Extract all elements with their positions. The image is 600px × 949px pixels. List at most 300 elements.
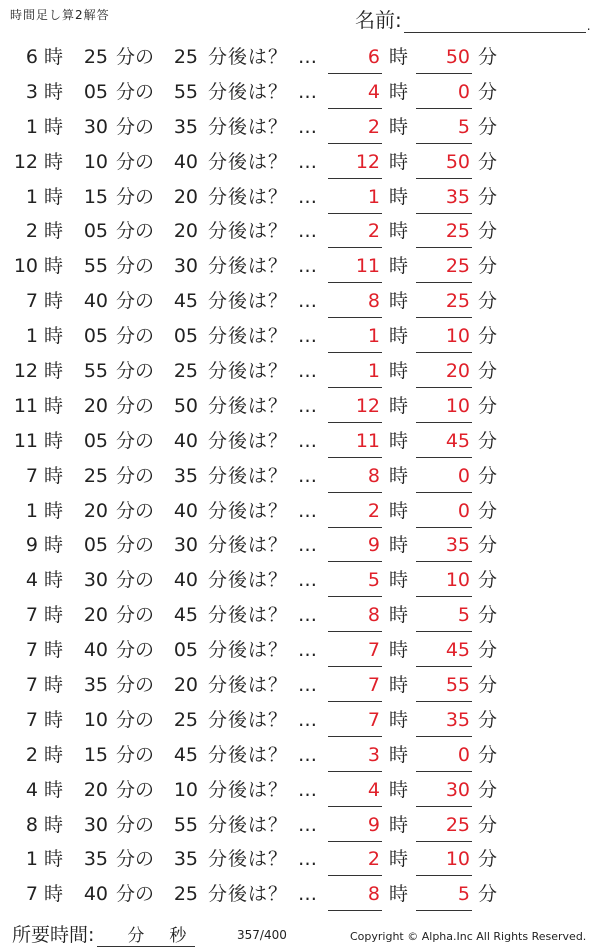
added-minutes: 30 <box>173 534 198 557</box>
start-minute: 55 <box>83 255 108 278</box>
question-label: 分後は？ <box>208 813 289 836</box>
ellipsis: … <box>298 848 317 871</box>
problem-row <box>0 738 600 773</box>
answer-minute-label: 分 <box>478 848 498 871</box>
question-label: 分後は？ <box>208 46 289 68</box>
answer-hour-label: 時 <box>389 674 409 697</box>
question-label: 分後は？ <box>208 708 289 731</box>
problem-row <box>0 877 600 912</box>
question-label: 分後は？ <box>208 674 289 697</box>
minutes-of-label: 分の <box>116 255 155 278</box>
answer-minute: 0 <box>416 743 472 772</box>
problem-row <box>0 284 600 319</box>
question-label: 分後は？ <box>208 220 289 243</box>
answer-hour-label: 時 <box>389 394 409 417</box>
answer-hour: 8 <box>328 603 382 632</box>
answer-minute-label: 分 <box>478 80 498 103</box>
ellipsis: … <box>298 743 317 766</box>
ellipsis: … <box>298 708 317 731</box>
problem-row <box>0 494 600 529</box>
start-minute: 05 <box>83 325 108 348</box>
start-hour: 10 <box>13 255 38 278</box>
added-minutes: 45 <box>173 604 198 627</box>
answer-minute: 10 <box>416 394 472 423</box>
answer-minute-label: 分 <box>478 325 498 348</box>
hour-label: 時 <box>44 290 64 313</box>
answer-hour-label: 時 <box>389 255 409 278</box>
answer-hour-label: 時 <box>389 639 409 662</box>
answer-minute: 0 <box>416 464 472 493</box>
start-hour: 12 <box>13 150 38 173</box>
answer-hour-label: 時 <box>389 290 409 313</box>
added-minutes: 25 <box>173 360 198 383</box>
start-minute: 40 <box>83 290 108 313</box>
hour-label: 時 <box>44 115 64 138</box>
answer-hour-label: 時 <box>389 429 409 452</box>
answer-minute: 0 <box>416 80 472 109</box>
answer-minute-label: 分 <box>478 464 498 487</box>
problem-row <box>0 40 600 75</box>
answer-hour-label: 時 <box>389 604 409 627</box>
answer-minute: 10 <box>416 847 472 876</box>
ellipsis: … <box>298 150 317 173</box>
start-minute: 05 <box>83 220 108 243</box>
start-hour: 2 <box>25 743 38 766</box>
question-label: 分後は？ <box>208 290 289 313</box>
start-hour: 1 <box>25 185 38 208</box>
answer-minute-label: 分 <box>478 639 498 662</box>
answer-hour: 7 <box>328 638 382 667</box>
hour-label: 時 <box>44 813 64 836</box>
answer-hour-label: 時 <box>389 883 409 906</box>
start-hour: 4 <box>25 569 38 592</box>
added-minutes: 05 <box>173 639 198 662</box>
start-minute: 05 <box>83 429 108 452</box>
answer-minute-label: 分 <box>478 883 498 906</box>
ellipsis: … <box>298 674 317 697</box>
answer-minute-label: 分 <box>478 569 498 592</box>
ellipsis: … <box>298 429 317 452</box>
answer-minute-label: 分 <box>478 534 498 557</box>
answer-hour-label: 時 <box>389 708 409 731</box>
start-minute: 05 <box>83 534 108 557</box>
problem-row <box>0 424 600 459</box>
answer-hour-label: 時 <box>389 569 409 592</box>
question-label: 分後は？ <box>208 150 289 173</box>
answer-hour: 11 <box>328 254 382 283</box>
answer-hour: 4 <box>328 80 382 109</box>
start-hour: 8 <box>25 813 38 836</box>
answer-hour-label: 時 <box>389 778 409 801</box>
problem-row <box>0 842 600 877</box>
answer-minute-label: 分 <box>478 290 498 313</box>
minutes-of-label: 分の <box>116 80 155 103</box>
start-minute: 10 <box>83 708 108 731</box>
answer-hour-label: 時 <box>389 115 409 138</box>
start-minute: 25 <box>83 464 108 487</box>
problem-row <box>0 773 600 808</box>
answer-hour: 2 <box>328 219 382 248</box>
answer-hour-label: 時 <box>389 185 409 208</box>
start-minute: 25 <box>83 46 108 68</box>
problem-row <box>0 110 600 145</box>
start-hour: 11 <box>13 429 38 452</box>
start-minute: 20 <box>83 604 108 627</box>
question-label: 分後は？ <box>208 848 289 871</box>
answer-hour-label: 時 <box>389 534 409 557</box>
start-hour: 7 <box>25 674 38 697</box>
answer-hour: 7 <box>328 673 382 702</box>
minutes-of-label: 分の <box>116 534 155 557</box>
minutes-of-label: 分の <box>116 150 155 173</box>
answer-hour-label: 時 <box>389 150 409 173</box>
start-hour: 3 <box>25 80 38 103</box>
copyright: Copyright © Alpha.Inc All Rights Reserved. <box>350 930 587 943</box>
worksheet-title: 時間足し算2解答 <box>10 8 110 22</box>
answer-hour: 12 <box>328 150 382 179</box>
added-minutes: 10 <box>173 778 198 801</box>
question-label: 分後は？ <box>208 394 289 417</box>
answer-hour-label: 時 <box>389 46 409 68</box>
question-label: 分後は？ <box>208 255 289 278</box>
start-minute: 35 <box>83 848 108 871</box>
hour-label: 時 <box>44 325 64 348</box>
answer-minute: 10 <box>416 324 472 353</box>
hour-label: 時 <box>44 848 64 871</box>
added-minutes: 45 <box>173 290 198 313</box>
answer-minute: 30 <box>416 778 472 807</box>
question-label: 分後は？ <box>208 639 289 662</box>
question-label: 分後は？ <box>208 778 289 801</box>
ellipsis: … <box>298 569 317 592</box>
ellipsis: … <box>298 80 317 103</box>
ellipsis: … <box>298 639 317 662</box>
start-hour: 7 <box>25 290 38 313</box>
start-minute: 10 <box>83 150 108 173</box>
start-hour: 7 <box>25 639 38 662</box>
answer-minute: 0 <box>416 499 472 528</box>
added-minutes: 35 <box>173 848 198 871</box>
answer-minute: 20 <box>416 359 472 388</box>
added-minutes: 05 <box>173 325 198 348</box>
start-hour: 7 <box>25 883 38 906</box>
minutes-of-label: 分の <box>116 46 155 68</box>
answer-minute-label: 分 <box>478 150 498 173</box>
hour-label: 時 <box>44 360 64 383</box>
answer-minute: 35 <box>416 185 472 214</box>
added-minutes: 20 <box>173 185 198 208</box>
answer-hour: 2 <box>328 115 382 144</box>
minutes-of-label: 分の <box>116 464 155 487</box>
answer-minute: 50 <box>416 150 472 179</box>
answer-hour: 9 <box>328 813 382 842</box>
minutes-of-label: 分の <box>116 883 155 906</box>
answer-minute-label: 分 <box>478 708 498 731</box>
minutes-of-label: 分の <box>116 674 155 697</box>
question-label: 分後は？ <box>208 534 289 557</box>
required-time-label: 所要時間: <box>12 924 95 946</box>
start-hour: 1 <box>25 499 38 522</box>
added-minutes: 55 <box>173 813 198 836</box>
start-minute: 40 <box>83 883 108 906</box>
minutes-of-label: 分の <box>116 499 155 522</box>
problem-row <box>0 703 600 738</box>
start-minute: 55 <box>83 360 108 383</box>
start-minute: 20 <box>83 778 108 801</box>
name-end-dot: . <box>586 19 591 33</box>
answer-hour: 1 <box>328 359 382 388</box>
problem-row <box>0 249 600 284</box>
start-hour: 7 <box>25 708 38 731</box>
ellipsis: … <box>298 464 317 487</box>
minutes-of-label: 分の <box>116 290 155 313</box>
hour-label: 時 <box>44 674 64 697</box>
added-minutes: 40 <box>173 150 198 173</box>
hour-label: 時 <box>44 80 64 103</box>
hour-label: 時 <box>44 534 64 557</box>
ellipsis: … <box>298 290 317 313</box>
answer-minute-label: 分 <box>478 674 498 697</box>
added-minutes: 25 <box>173 883 198 906</box>
ellipsis: … <box>298 778 317 801</box>
answer-minute: 5 <box>416 882 472 911</box>
answer-minute-label: 分 <box>478 255 498 278</box>
start-hour: 9 <box>25 534 38 557</box>
answer-minute: 35 <box>416 708 472 737</box>
hour-label: 時 <box>44 708 64 731</box>
start-hour: 7 <box>25 464 38 487</box>
added-minutes: 55 <box>173 80 198 103</box>
answer-hour: 2 <box>328 499 382 528</box>
minutes-of-label: 分の <box>116 185 155 208</box>
problem-row <box>0 598 600 633</box>
answer-hour: 4 <box>328 778 382 807</box>
answer-hour-label: 時 <box>389 499 409 522</box>
minute-unit: 分 <box>127 926 145 946</box>
answer-minute-label: 分 <box>478 499 498 522</box>
start-hour: 1 <box>25 115 38 138</box>
question-label: 分後は？ <box>208 883 289 906</box>
problem-row <box>0 180 600 215</box>
start-minute: 05 <box>83 80 108 103</box>
answer-minute: 25 <box>416 813 472 842</box>
minutes-of-label: 分の <box>116 743 155 766</box>
ellipsis: … <box>298 255 317 278</box>
start-hour: 11 <box>13 394 38 417</box>
answer-hour-label: 時 <box>389 80 409 103</box>
hour-label: 時 <box>44 220 64 243</box>
start-minute: 30 <box>83 115 108 138</box>
hour-label: 時 <box>44 185 64 208</box>
added-minutes: 40 <box>173 569 198 592</box>
start-minute: 20 <box>83 499 108 522</box>
start-minute: 15 <box>83 185 108 208</box>
problem-list <box>0 40 600 912</box>
problem-row <box>0 75 600 110</box>
ellipsis: … <box>298 534 317 557</box>
answer-minute: 45 <box>416 429 472 458</box>
question-label: 分後は？ <box>208 569 289 592</box>
answer-hour: 7 <box>328 708 382 737</box>
start-hour: 1 <box>25 848 38 871</box>
name-label: 名前: <box>355 8 402 32</box>
answer-minute: 25 <box>416 219 472 248</box>
answer-minute: 5 <box>416 603 472 632</box>
hour-label: 時 <box>44 150 64 173</box>
question-label: 分後は？ <box>208 360 289 383</box>
answer-hour-label: 時 <box>389 813 409 836</box>
start-minute: 30 <box>83 813 108 836</box>
answer-minute: 35 <box>416 533 472 562</box>
problem-row <box>0 808 600 843</box>
question-label: 分後は？ <box>208 80 289 103</box>
added-minutes: 30 <box>173 255 198 278</box>
problem-row <box>0 145 600 180</box>
problem-row <box>0 668 600 703</box>
start-hour: 6 <box>25 46 38 68</box>
minutes-of-label: 分の <box>116 569 155 592</box>
answer-minute-label: 分 <box>478 115 498 138</box>
ellipsis: … <box>298 883 317 906</box>
question-label: 分後は？ <box>208 325 289 348</box>
minutes-of-label: 分の <box>116 778 155 801</box>
hour-label: 時 <box>44 639 64 662</box>
question-label: 分後は？ <box>208 743 289 766</box>
start-hour: 2 <box>25 220 38 243</box>
start-minute: 35 <box>83 674 108 697</box>
added-minutes: 25 <box>173 708 198 731</box>
answer-minute-label: 分 <box>478 778 498 801</box>
minutes-of-label: 分の <box>116 639 155 662</box>
question-label: 分後は？ <box>208 185 289 208</box>
ellipsis: … <box>298 325 317 348</box>
page-number: 357/400 <box>237 928 287 942</box>
start-minute: 20 <box>83 394 108 417</box>
ellipsis: … <box>298 604 317 627</box>
answer-hour: 1 <box>328 185 382 214</box>
start-minute: 40 <box>83 639 108 662</box>
problem-row <box>0 633 600 668</box>
added-minutes: 40 <box>173 429 198 452</box>
ellipsis: … <box>298 499 317 522</box>
problem-row <box>0 354 600 389</box>
answer-hour-label: 時 <box>389 743 409 766</box>
answer-hour-label: 時 <box>389 360 409 383</box>
answer-hour: 11 <box>328 429 382 458</box>
footer <box>0 918 600 948</box>
start-hour: 4 <box>25 778 38 801</box>
added-minutes: 50 <box>173 394 198 417</box>
question-label: 分後は？ <box>208 499 289 522</box>
ellipsis: … <box>298 813 317 836</box>
answer-hour: 1 <box>328 324 382 353</box>
answer-minute: 10 <box>416 568 472 597</box>
answer-hour-label: 時 <box>389 464 409 487</box>
answer-hour: 3 <box>328 743 382 772</box>
ellipsis: … <box>298 46 317 68</box>
answer-minute: 25 <box>416 254 472 283</box>
ellipsis: … <box>298 360 317 383</box>
answer-minute: 55 <box>416 673 472 702</box>
hour-label: 時 <box>44 569 64 592</box>
answer-minute-label: 分 <box>478 220 498 243</box>
hour-label: 時 <box>44 464 64 487</box>
added-minutes: 45 <box>173 743 198 766</box>
answer-minute-label: 分 <box>478 185 498 208</box>
answer-hour: 2 <box>328 847 382 876</box>
problem-row <box>0 389 600 424</box>
answer-minute-label: 分 <box>478 743 498 766</box>
name-blank-line <box>404 10 586 33</box>
minutes-of-label: 分の <box>116 394 155 417</box>
name-field <box>355 4 591 33</box>
answer-hour: 8 <box>328 882 382 911</box>
answer-minute-label: 分 <box>478 360 498 383</box>
question-label: 分後は？ <box>208 115 289 138</box>
minutes-of-label: 分の <box>116 604 155 627</box>
answer-hour: 8 <box>328 464 382 493</box>
required-time-blank <box>97 924 195 947</box>
problem-row <box>0 459 600 494</box>
hour-label: 時 <box>44 604 64 627</box>
hour-label: 時 <box>44 255 64 278</box>
minutes-of-label: 分の <box>116 708 155 731</box>
problem-row <box>0 528 600 563</box>
answer-minute: 25 <box>416 289 472 318</box>
hour-label: 時 <box>44 743 64 766</box>
answer-hour: 9 <box>328 533 382 562</box>
answer-minute: 50 <box>416 45 472 74</box>
answer-hour-label: 時 <box>389 848 409 871</box>
minutes-of-label: 分の <box>116 115 155 138</box>
ellipsis: … <box>298 220 317 243</box>
start-minute: 15 <box>83 743 108 766</box>
problem-row <box>0 563 600 598</box>
hour-label: 時 <box>44 883 64 906</box>
start-hour: 7 <box>25 604 38 627</box>
answer-minute-label: 分 <box>478 429 498 452</box>
minutes-of-label: 分の <box>116 325 155 348</box>
answer-hour: 5 <box>328 568 382 597</box>
answer-minute-label: 分 <box>478 46 498 68</box>
problem-row <box>0 214 600 249</box>
start-minute: 30 <box>83 569 108 592</box>
answer-minute: 5 <box>416 115 472 144</box>
answer-minute-label: 分 <box>478 394 498 417</box>
question-label: 分後は？ <box>208 604 289 627</box>
answer-minute-label: 分 <box>478 604 498 627</box>
answer-minute: 45 <box>416 638 472 667</box>
hour-label: 時 <box>44 394 64 417</box>
hour-label: 時 <box>44 499 64 522</box>
answer-hour-label: 時 <box>389 325 409 348</box>
answer-hour: 12 <box>328 394 382 423</box>
added-minutes: 40 <box>173 499 198 522</box>
hour-label: 時 <box>44 46 64 68</box>
ellipsis: … <box>298 115 317 138</box>
start-hour: 12 <box>13 360 38 383</box>
start-hour: 1 <box>25 325 38 348</box>
added-minutes: 35 <box>173 464 198 487</box>
required-time <box>12 920 195 947</box>
question-label: 分後は？ <box>208 464 289 487</box>
ellipsis: … <box>298 394 317 417</box>
answer-hour: 8 <box>328 289 382 318</box>
added-minutes: 25 <box>173 46 198 68</box>
minutes-of-label: 分の <box>116 220 155 243</box>
minutes-of-label: 分の <box>116 848 155 871</box>
added-minutes: 20 <box>173 220 198 243</box>
